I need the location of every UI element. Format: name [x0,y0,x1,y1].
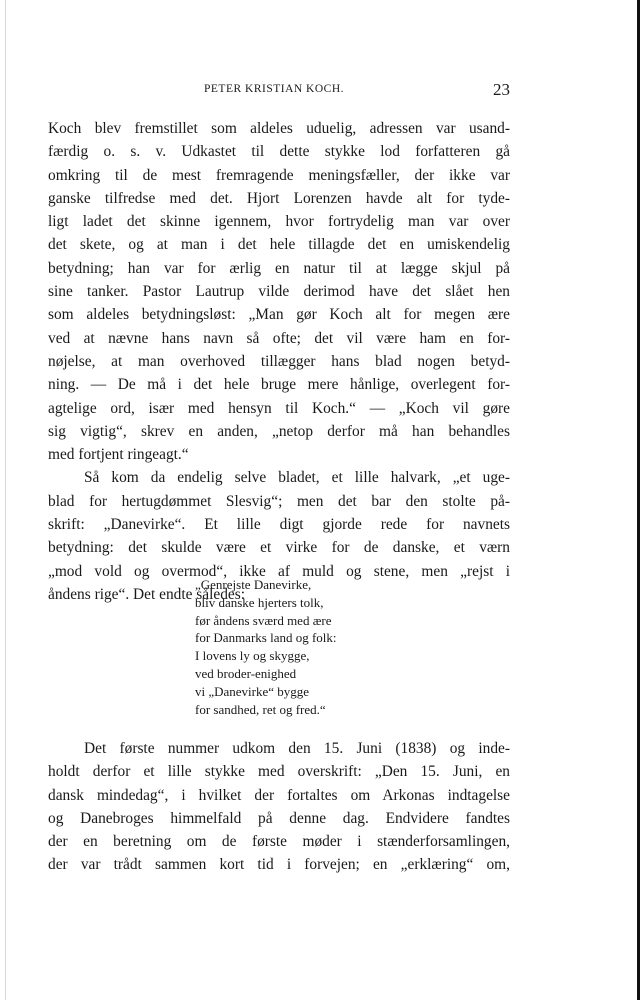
poem-line: for sandhed, ret og fred.“ [195,701,326,717]
text-line: åndens rige“. Det endte således: [48,585,246,603]
text-line: der en beretning om de første møder i stænderforsamlingen, [48,833,510,851]
text-line: sig vigtig“, skrev en anden, „netop derfor må han behandles [48,422,510,440]
text-line: det skete, og at man i det hele tillagde det en umiskendelig [48,236,510,254]
poem-line: bliv danske hjerters tolk, [195,594,324,610]
poem-line: I lovens ly og skygge, [195,648,310,664]
text-line: holdt derfor et lille stykke med overskrift: „Den 15. Juni, en [48,763,510,781]
text-line: agtelige ord, især med hensyn til Koch.“ — „Koch vil gøre [48,399,510,417]
text-line: „mod vold og overmod“, ikke af muld og stene, men „rejst i [48,562,510,580]
page-edge-left [5,0,6,1000]
text-line: betydning; han var for ærlig en natur til at lægge skjul på [48,259,510,277]
poem-line: før åndens sværd med ære [195,612,332,628]
text-line: ligt ladet det skinne igennem, hvor fortrydelig man var over [48,213,510,231]
poem-line: „Genrejste Danevirke, [195,577,312,592]
text-line: betydning: det skulde være et virke for de danske, et værn [48,539,510,557]
text-line: omkring til de mest fremragende meningsfæller, der ikke var [48,166,510,184]
paragraph-3 [48,737,510,877]
paragraph-1 [48,117,510,466]
text-line: nøjelse, at man overhoved tillægger hans blad nogen betyd- [48,352,510,370]
running-head: PETER KRISTIAN KOCH. [204,83,345,95]
poem [195,576,425,718]
text-line: skrift: „Danevirke“. Et lille digt gjorde rede for navnets [48,516,510,534]
page-header [48,80,510,104]
text-line: ning. — De må i det hele bruge mere hånlige, overlegent for- [48,376,510,394]
text-line: med fortjent ringeagt.“ [48,446,189,464]
text-line: færdig o. s. v. Udkastet til dette stykke lod forfatteren gå [48,143,510,161]
poem-line: ved broder-enighed [195,665,297,681]
poem-line: vi „Danevirke“ bygge [195,683,310,699]
body-text [48,117,510,606]
text-line: ganske tilfredse med det. Hjort Lorenzen havde alt for tyde- [48,189,510,207]
text-line: sine tanker. Pastor Lautrup vilde derimod have det slået hen [48,283,510,301]
poem-line: for Danmarks land og folk: [195,630,337,646]
text-line: blad for hertugdømmet Slesvig“; men det bar den stolte på- [48,492,510,510]
text-line: Så kom da endelig selve bladet, et lille halvark, „et uge- [84,469,510,487]
text-line: der var trådt sammen kort tid i forvejen; en „erklæring“ om, [48,856,510,874]
text-line: som aldeles betydningsløst: „Man gør Koch alt for megen ære [48,306,510,324]
text-line: og Danebroges himmelfald på denne dag. Endvidere fandtes [48,809,510,827]
text-line: Koch blev fremstillet som aldeles uduelig, adressen var usand- [48,120,510,137]
text-line: ved at nævne hans navn så ofte; det vil være ham en for- [48,329,510,347]
text-line: Det første nummer udkom den 15. Juni (1838) og inde- [84,740,510,757]
page-number: 23 [493,80,510,99]
text-line: dansk mindedag“, i hvilket der fortaltes om Arkonas indtagelse [48,786,510,804]
